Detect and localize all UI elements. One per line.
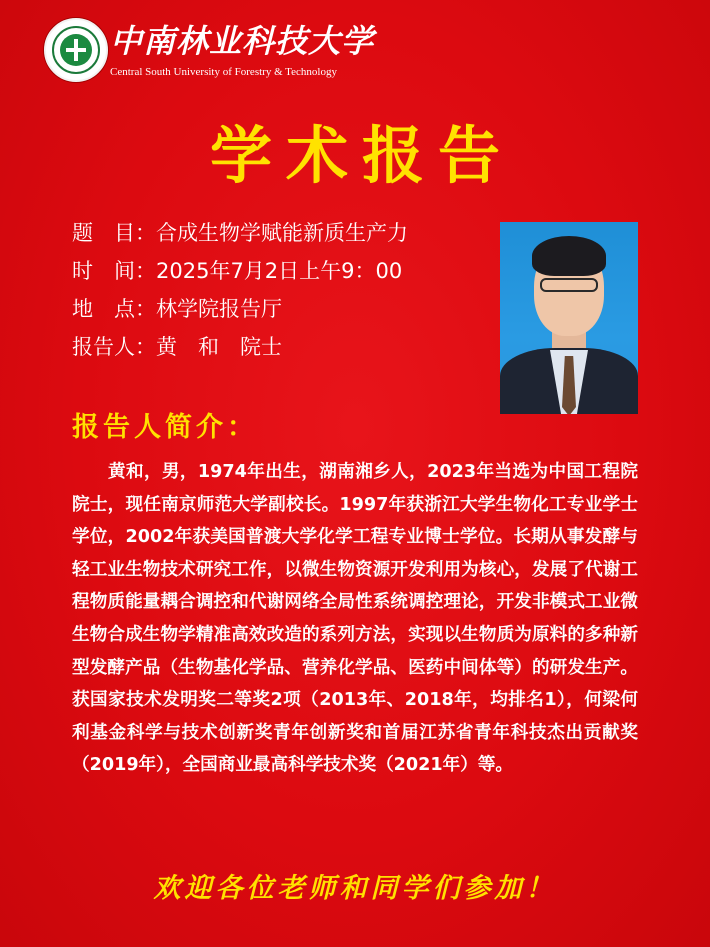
place-label: 地 点：: [72, 297, 156, 321]
talk-info: [72, 214, 408, 366]
place-value: 林学院报告厅: [156, 297, 282, 321]
topic-label: 题 目：: [72, 221, 156, 245]
speaker-row: [72, 328, 408, 366]
speaker-photo: [500, 222, 638, 414]
topic-row: [72, 214, 408, 252]
time-label: 时 间：: [72, 259, 156, 283]
university-name-cn: 中南林业科技大学: [110, 22, 375, 60]
place-row: [72, 290, 408, 328]
bio-indent: [72, 462, 108, 482]
speaker-value: 黄 和 院士: [156, 335, 282, 359]
time-row: [72, 252, 408, 290]
photo-hair: [532, 236, 606, 276]
bio-heading: 报告人简介：: [72, 412, 258, 443]
welcome-message: 欢迎各位老师和同学们参加！: [153, 873, 557, 904]
university-logo: [44, 18, 108, 82]
bio-text: [72, 456, 638, 782]
university-name-en: Central South University of Forestry & Technology: [110, 66, 337, 78]
poster-title: 学术报告: [209, 119, 514, 192]
bio-paragraph: 黄和，男，1974年出生，湖南湘乡人，2023年当选为中国工程院院士，现任南京师范大学副校长。1997年获浙江大学生物化工专业学士学位，2002年获美国普渡大学化学工程专业博士学位。长期从事发酵与轻工业生物技术研究工作，以微生物资源开发利用为核心，发展了代谢工程物质能量耦合调控和代谢网络全局性系统调控理论，开发非模式工业微生物合成生物学精准高效改造的系列方法，实现以生物质为原料的多种新型发酵产品（生物基化学品、营养化学品、医药中间体等）的研发生产。获国家技术发明奖二等奖2项（2013年、2018年，均排名1），何梁何利基金科学与技术创新奖青年创新奖和首届江苏省青年科技杰出贡献奖（2019年），全国商业最高科学技术奖（2021年）等。: [72, 462, 638, 776]
topic-value: 合成生物学赋能新质生产力: [156, 221, 408, 245]
logo-emblem-icon: [60, 34, 92, 66]
photo-glasses: [540, 278, 598, 292]
speaker-label: 报告人：: [72, 335, 156, 359]
time-value: 2025年7月2日上午9：00: [156, 259, 403, 283]
